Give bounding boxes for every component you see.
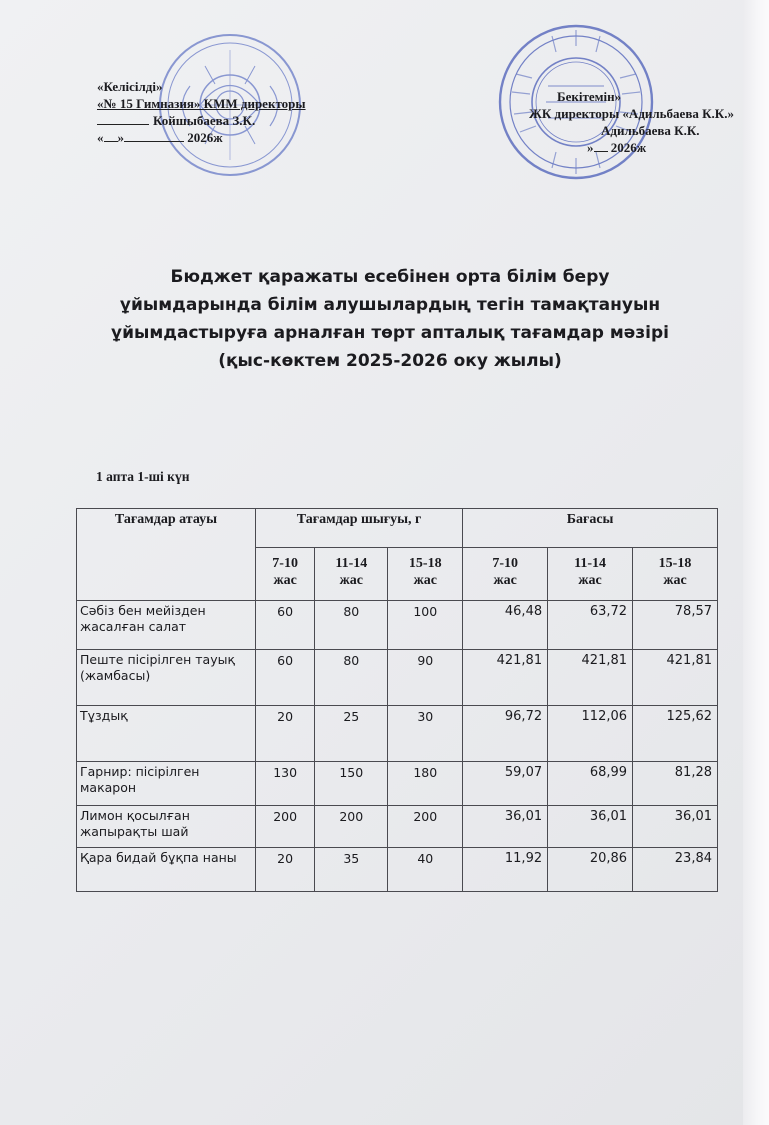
age-yield-15-18: 15-18 жас [388,548,463,601]
age-price-11-14: 11-14 жас [548,548,633,601]
yield-cell: 80 [315,650,388,706]
approval-left-signatory: Койшыбаева З.К. [153,113,256,128]
yield-cell: 35 [315,848,388,892]
price-cell: 36,01 [463,806,548,848]
yield-cell: 100 [388,601,463,650]
yield-cell: 60 [256,601,315,650]
price-cell: 421,81 [463,650,548,706]
price-cell: 78,57 [633,601,718,650]
header-yield: Тағамдар шығуы, г [256,509,463,548]
yield-cell: 150 [315,762,388,806]
yield-cell: 200 [256,806,315,848]
header-price: Бағасы [463,509,718,548]
approval-right-organization: ЖК директоры «Адильбаева К.К.» [529,106,734,121]
yield-cell: 25 [315,706,388,762]
dish-name: Гарнир: пісірілген макарон [77,762,256,806]
price-cell: 81,28 [633,762,718,806]
yield-cell: 180 [388,762,463,806]
age-yield-7-10: 7-10 жас [256,548,315,601]
price-cell: 11,92 [463,848,548,892]
dish-name: Сәбіз бен мейізден жасалған салат [77,601,256,650]
yield-cell: 40 [388,848,463,892]
table-row [77,762,718,806]
price-cell: 36,01 [548,806,633,848]
price-cell: 125,62 [633,706,718,762]
table-row [77,706,718,762]
dish-name: Пеште пісірілген тауық (жамбасы) [77,650,256,706]
yield-cell: 200 [315,806,388,848]
age-yield-11-14: 11-14 жас [315,548,388,601]
age-price-7-10: 7-10 жас [463,548,548,601]
table-header-row [77,509,718,548]
approval-right-signatory: Адильбаева К.К. [601,123,700,138]
price-cell: 421,81 [633,650,718,706]
price-cell: 63,72 [548,601,633,650]
price-cell: 23,84 [633,848,718,892]
yield-cell: 90 [388,650,463,706]
price-cell: 68,99 [548,762,633,806]
document-title: Бюджет қаражаты есебінен орта білім беру ұйымдарында білім алушылардың тегін тамақтануын ұйымдастыруға арналған төрт апталық тағамдар мәзірі (қыс-көктем 2025-2026 оку жылы) [111,267,669,371]
price-cell: 96,72 [463,706,548,762]
page-edge [743,0,769,1125]
week-day-heading: 1 апта 1-ші күн [96,469,190,484]
price-cell: 421,81 [548,650,633,706]
approval-left-block: «Келісілді» «№ 15 Гимназия» КММ директоры Койшыбаева З.К. « » 2026ж [97,79,306,145]
yield-cell: 200 [388,806,463,848]
price-cell: 59,07 [463,762,548,806]
dish-name: Қара бидай бұқпа наны [77,848,256,892]
table-row [77,806,718,848]
approval-right-heading: Бекітемін» [557,89,622,104]
yield-cell: 130 [256,762,315,806]
table-row [77,848,718,892]
table-row [77,601,718,650]
price-cell: 112,06 [548,706,633,762]
yield-cell: 80 [315,601,388,650]
yield-cell: 30 [388,706,463,762]
price-cell: 36,01 [633,806,718,848]
price-cell: 20,86 [548,848,633,892]
table-row [77,650,718,706]
approval-right-date: 2026ж [610,140,647,155]
yield-cell: 20 [256,706,315,762]
approval-left-heading: «Келісілді» [97,79,163,94]
approval-left-date: 2026ж [187,130,223,145]
price-cell: 46,48 [463,601,548,650]
dish-name: Тұздық [77,706,256,762]
dish-name: Лимон қосылған жапырақты шай [77,806,256,848]
approval-right-block: Бекітемін» ЖК директоры «Адильбаева К.К.» Адильбаева К.К. » 2026ж [529,89,734,155]
age-price-15-18: 15-18 жас [633,548,718,601]
approval-left-organization: «№ 15 Гимназия» КММ директоры [97,96,306,111]
yield-cell: 60 [256,650,315,706]
menu-table [76,508,718,892]
yield-cell: 20 [256,848,315,892]
header-dish-name: Тағамдар атауы [77,509,256,601]
